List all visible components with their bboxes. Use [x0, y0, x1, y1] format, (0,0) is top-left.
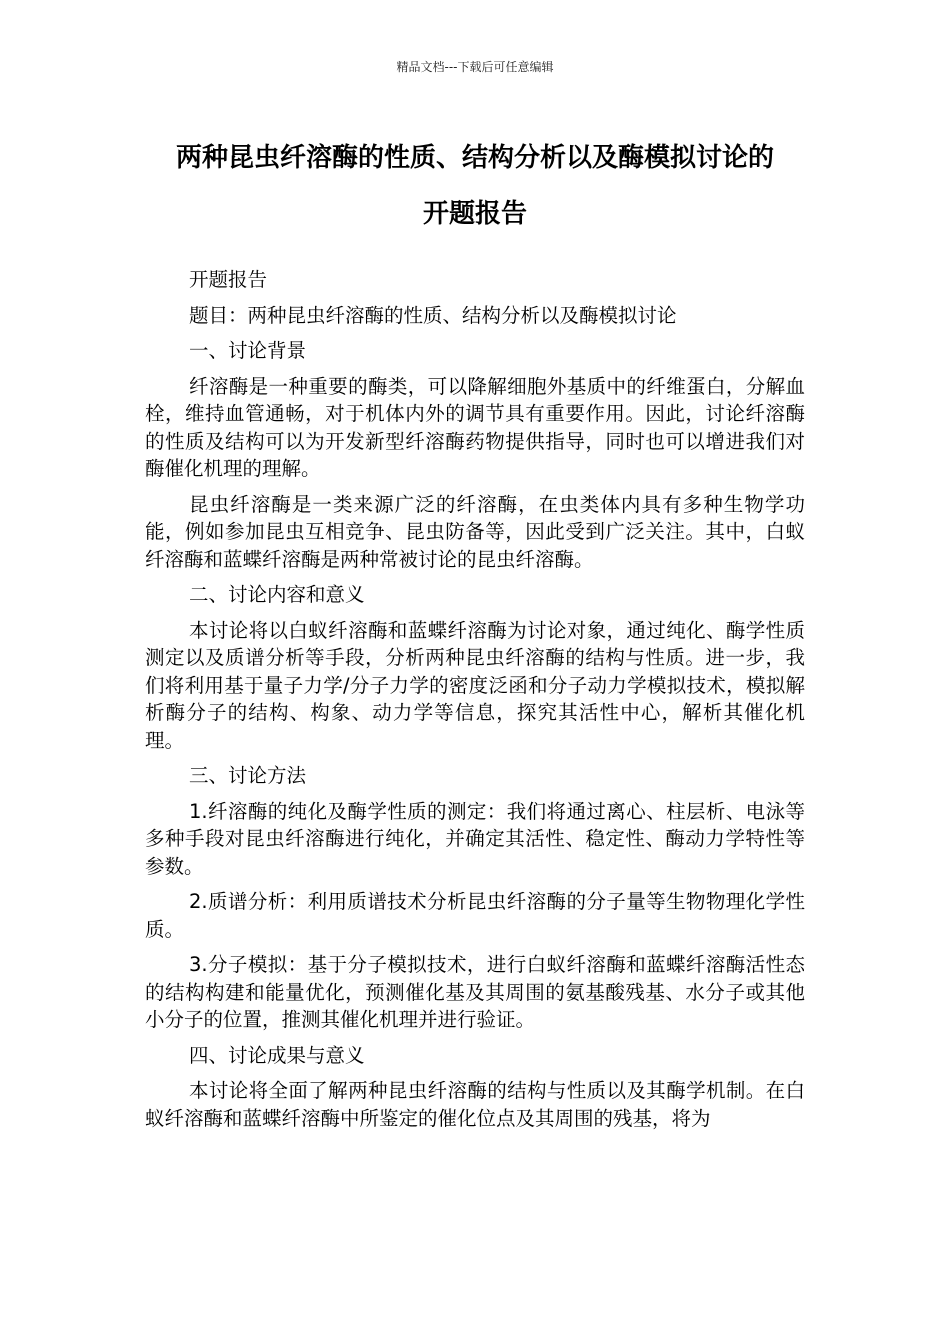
document-body — [145, 266, 805, 1140]
paragraph-results-1: 本讨论将全面了解两种昆虫纤溶酶的结构与性质以及其酶学机制。在白蚁纤溶酶和蓝蝶纤溶酶中所鉴定的催化位点及其周围的残基，将为 — [145, 1079, 805, 1130]
section-heading-results: 四、讨论成果与意义 — [189, 1043, 365, 1067]
paragraph-background-1: 纤溶酶是一种重要的酶类，可以降解细胞外基质中的纤维蛋白，分解血栓，维持血管通畅，对于机体内外的调节具有重要作用。因此，讨论纤溶酶的性质及结构可以为开发新型纤溶酶药物提供指导，同时也可以增进我们对酶催化机理的理解。 — [145, 374, 805, 480]
report-label: 开题报告 — [189, 268, 268, 291]
page-header-note: 精品文档---下载后可任意编辑 — [396, 60, 554, 74]
section-heading-content: 二、讨论内容和意义 — [189, 583, 365, 606]
paragraph-method-1: 1.纤溶酶的纯化及酶学性质的测定：我们将通过离心、柱层析、电泳等多种手段对昆虫纤溶酶进行纯化，并确定其活性、稳定性、酶动力学特性等参数。 — [145, 799, 805, 878]
paragraph-content-1: 本讨论将以白蚁纤溶酶和蓝蝶纤溶酶为讨论对象，通过纯化、酶学性质测定以及质谱分析等手段，分析两种昆虫纤溶酶的结构与性质。进一步，我们将利用基于量子力学/分子力学的密度泛函和分子动力学模拟技术，模拟解析酶分子的结构、构象、动力学等信息，探究其活性中心，解析其催化机理。 — [145, 618, 805, 752]
section-heading-background: 一、讨论背景 — [189, 339, 307, 362]
topic-line: 题目：两种昆虫纤溶酶的性质、结构分析以及酶模拟讨论 — [189, 303, 677, 327]
section-heading-methods: 三、讨论方法 — [189, 764, 307, 787]
paragraph-background-2: 昆虫纤溶酶是一类来源广泛的纤溶酶，在虫类体内具有多种生物学功能，例如参加昆虫互相竞争、昆虫防备等，因此受到广泛关注。其中，白蚁纤溶酶和蓝蝶纤溶酶是两种常被讨论的昆虫纤溶酶。 — [145, 492, 805, 571]
paragraph-method-2: 2.质谱分析：利用质谱技术分析昆虫纤溶酶的分子量等生物物理化学性质。 — [145, 890, 805, 941]
title-line-1: 两种昆虫纤溶酶的性质、结构分析以及酶模拟讨论的 — [175, 143, 774, 173]
paragraph-method-3: 3.分子模拟：基于分子模拟技术，进行白蚁纤溶酶和蓝蝶纤溶酶活性态的结构构建和能量优化，预测催化基及其周围的氨基酸残基、水分子或其他小分子的位置，推测其催化机理并进行验证。 — [145, 953, 805, 1031]
title-line-2: 开题报告 — [422, 199, 527, 229]
document-title — [100, 130, 850, 242]
